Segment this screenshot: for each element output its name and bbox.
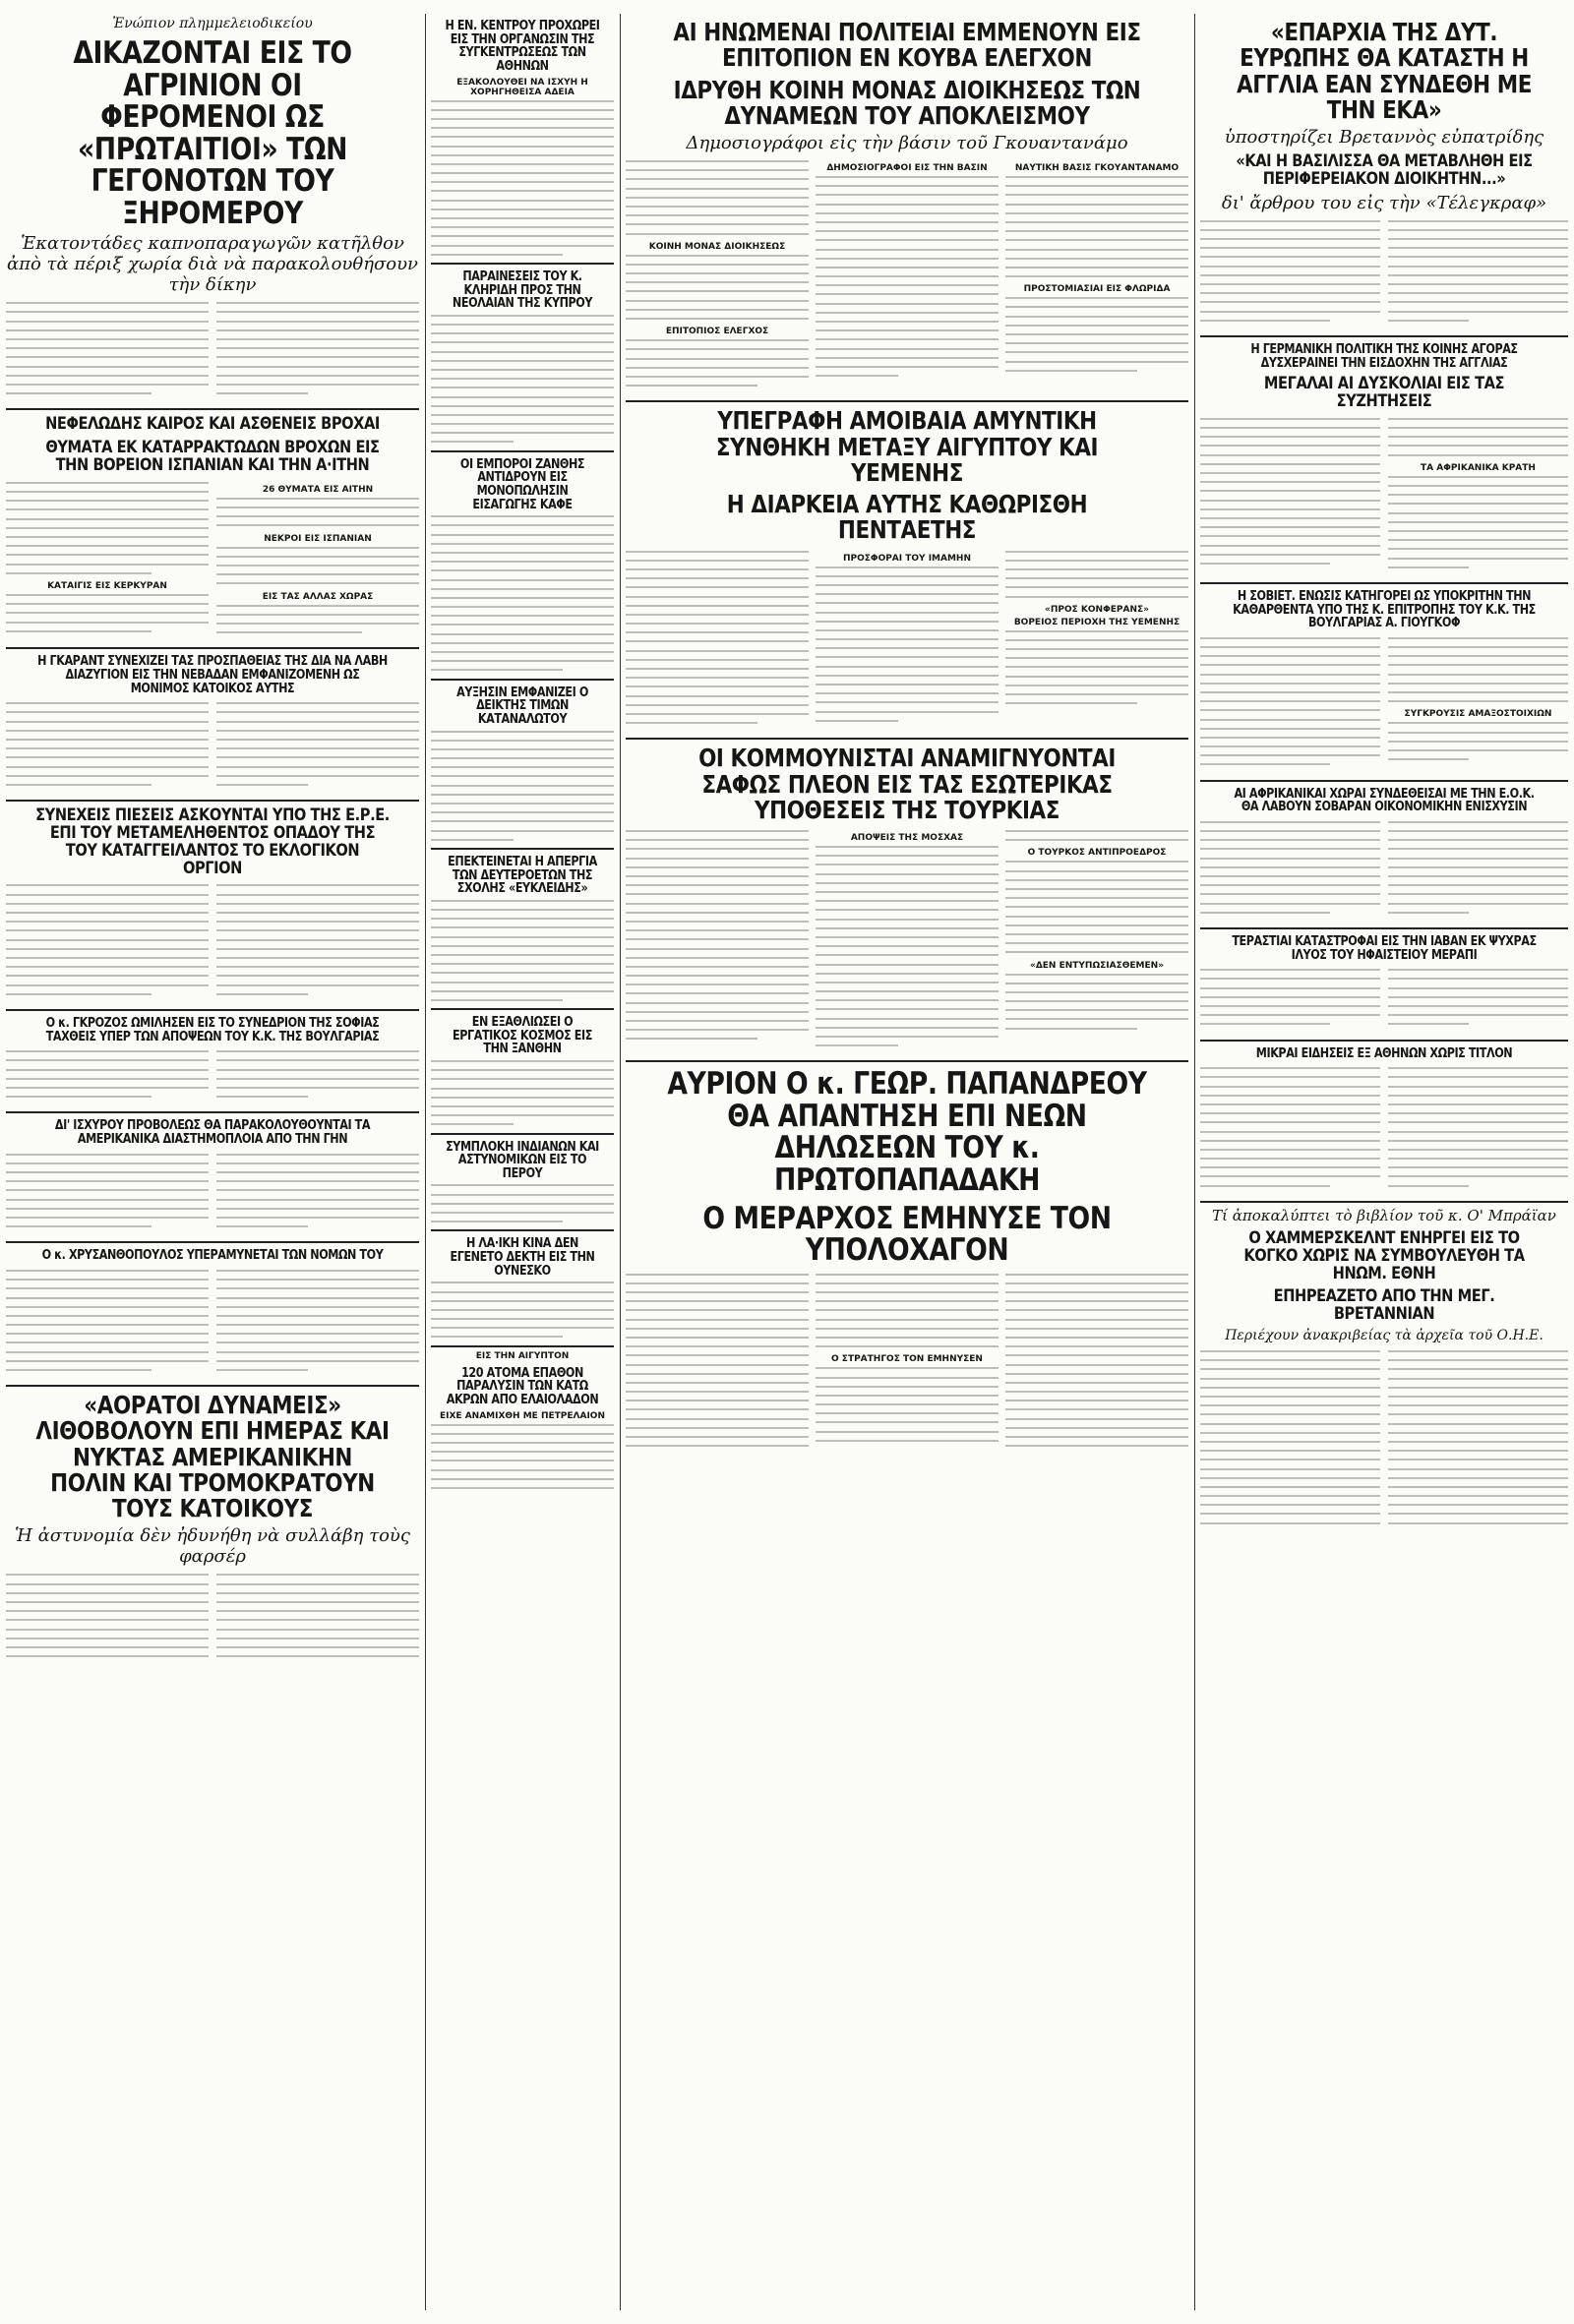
headline-java-merapi: ΤΕΡΑΣΤΙΑΙ ΚΑΤΑΣΤΡΟΦΑΙ ΕΙΣ ΤΗΝ ΙΑΒΑΝ ΕΚ ΨΥΧΡΑΣ ΙΛΥΟΣ ΤΟΥ ΗΦΑΙΣΤΕΙΟΥ ΜΕΡΑΠΙ [1232, 933, 1537, 963]
headline-strike: ΕΠΕΚΤΕΙΝΕΤΑΙ Η ΑΠΕΡΓΙΑ ΤΩΝ ΔΕΥΤΕΡΟΕΤΩΝ ΤΗΣ ΣΧΟΛΗΣ «ΕΥΚΛΕΙΔΗΣ» [448, 854, 597, 897]
article-body [6, 1047, 419, 1107]
section-label: 26 ΘΥΜΑΤΑ ΕΙΣ ΑΙΤΗΝ [262, 484, 374, 495]
section-label: ΚΟΙΝΗ ΜΟΝΑΣ ΔΙΟΙΚΗΣΕΩΣ [648, 241, 786, 252]
headline-papandreou: ΑΥΡΙΟΝ Ο κ. ΓΕΩΡ. ΠΑΠΑΝΔΡΕΟΥ ΘΑ ΑΠΑΝΤΗΣΗ ΕΠΙ ΝΕΩΝ ΔΗΛΩΣΕΩΝ ΤΟΥ κ. ΠΡΩΤΟΠΑΠΑΔΑΚΗ [667, 1066, 1147, 1199]
article-body [1200, 634, 1568, 776]
headline-five-years: Η ΔΙΑΡΚΕΙΑ ΑΥΤΗΣ ΚΑΘΩΡΙΣΘΗ ΠΕΝΤΑΕΤΗΣ [726, 490, 1088, 545]
headline-xanthi-workers: ΕΝ ΕΞΑΘΛΙΩΣΕΙ Ο ΕΡΓΑΤΙΚΟΣ ΚΟΣΜΟΣ ΕΙΣ ΤΗΝ ΞΑΝΘΗΝ [453, 1015, 592, 1057]
section-label: ΠΡΟΣΦΟΡΑΙ ΤΟΥ ΙΜΑΜΗΝ [842, 553, 971, 564]
headline-ere-pressure: ΣΥΝΕΧΕΙΣ ΠΙΕΣΕΙΣ ΑΣΚΟΥΝΤΑΙ ΥΠΟ ΤΗΣ Ε.Ρ.Ε. ΕΠΙ ΤΟΥ ΜΕΤΑΜΕΛΗΘΕΝΤΟΣ ΟΠΑΔΟΥ ΤΗΣ ΤΟΥ ΚΑΤΑΓΓΕΙΛΑΝΤΟΣ ΤΟ ΕΚΛΟΓΙΚΟΝ ΟΡΓΙΟΝ [35, 805, 390, 878]
headline-price-index: ΑΥΞΗΣΙΝ ΕΜΦΑΝΙΖΕΙ Ο ΔΕΙΚΤΗΣ ΤΙΜΩΝ ΚΑΤΑΝΑΛΩΤΟΥ [456, 685, 588, 727]
subheadline: Ἡ ἀστυνομία δὲν ἠδυνήθη νὰ συλλάβη τοὺς φαρσέρ [15, 1525, 410, 1568]
section-label: ΣΥΓΚΡΟΥΣΙΣ ΑΜΑΞΟΣΤΟΙΧΙΩΝ [1404, 709, 1552, 720]
article-body [1200, 1064, 1568, 1197]
section-label: Ο ΤΟΥΡΚΟΣ ΑΝΤΙΠΡΟΕΔΡΟΣ [1027, 848, 1167, 859]
headline-us-cuba: ΑΙ ΗΝΩΜΕΝΑΙ ΠΟΛΙΤΕΙΑΙ ΕΜΜΕΝΟΥΝ ΕΙΣ ΕΠΙΤΟΠΙΟΝ ΕΝ ΚΟΥΒΑ ΕΛΕΓΧΟΝ [673, 18, 1141, 73]
subheadline: Τί ἀποκαλύπτει τὸ βιβλίον τοῦ κ. Ο' Μπράϊαν [1212, 1206, 1556, 1224]
section-label: ΕΙΧΕ ΑΝΑΜΙΧΘΗ ΜΕ ΠΕΤΡΕΛΑΙΟΝ [439, 1410, 605, 1421]
headline-spacecraft: ΔΙ' ΙΣΧΥΡΟΥ ΠΡΟΒΟΛΕΩΣ ΘΑ ΠΑΡΑΚΟΛΟΥΘΟΥΝΤΑΙ ΤΑ ΑΜΕΡΙΚΑΝΙΚΑ ΔΙΑΣΤΗΜΟΠΛΟΙΑ ΑΠΟ ΤΗΝ ΓΗΝ [54, 1118, 371, 1147]
headline-blockade-command: ΙΔΡΥΘΗ ΚΟΙΝΗ ΜΟΝΑΣ ΔΙΟΙΚΗΣΕΩΣ ΤΩΝ ΔΥΝΑΜΕΩΝ ΤΟΥ ΑΠΟΚΛΕΙΣΜΟΥ [673, 75, 1141, 130]
section-label: ΝΑΥΤΙΚΗ ΒΑΣΙΣ ΓΚΟΥΑΝΤΑΝΑΜΟ [1014, 163, 1180, 173]
article-body [1200, 818, 1568, 924]
section-label: ΒΟΡΕΙΟΣ ΠΕΡΙΟΧΗ ΤΗΣ ΥΕΜΕΝΗΣ [1013, 617, 1180, 627]
article-body [626, 1271, 1188, 1458]
column-1 [6, 14, 419, 2314]
headline-division-commander: Ο ΜΕΡΑΡΧΟΣ ΕΜΗΝΥΣΕ ΤΟΝ ΥΠΟΛΟΧΑΓΟΝ [702, 1200, 1112, 1269]
article-body [626, 548, 1188, 735]
article-body [1200, 415, 1568, 578]
article-body [6, 699, 419, 796]
headline-agrinio: ΔΙΚΑΖΟΝΤΑΙ ΕΙΣ ΤΟ ΑΓΡΙΝΙΟΝ ΟΙ ΦΕΡΟΜΕΝΟΙ ΩΣ «ΠΡΩΤΑΙΤΙΟΙ» ΤΩΝ ΓΕΓΟΝΟΤΩΝ ΤΟΥ ΞΗΡΟΜΕΡΟΥ [73, 35, 352, 231]
headline-egypt-oil: 120 ΑΤΟΜΑ ΕΠΑΘΟΝ ΠΑΡΑΛΥΣΙΝ ΤΩΝ ΚΑΤΩ ΑΚΡΩΝ ΑΠΟ ΕΛΑΙΟΛΑΔΟΝ [446, 1365, 599, 1407]
headline-unesco: Η ΛΑ·ΙΚΗ ΚΙΝΑ ΔΕΝ ΕΓΕΝΕΤΟ ΔΕΚΤΗ ΕΙΣ ΤΗΝ ΟΥΝΕΣΚΟ [450, 1236, 595, 1279]
headline-difficulties: ΜΕΓΑΛΑΙ ΑΙ ΔΥΣΚΟΛΙΑΙ ΕΙΣ ΤΑΣ ΣΥΖΗΤΗΣΕΙΣ [1263, 374, 1505, 412]
section-label: «ΔΕΝ ΕΝΤΥΠΩΣΙΑΣΘΕΜΕΝ» [1030, 960, 1164, 971]
subheadline: ὑποστηρίζει Βρεταννὸς εὐπατρίδης [1224, 127, 1544, 148]
article-body [6, 299, 419, 404]
subheadline: Δημοσιογράφοι εἰς τὴν βάσιν τοῦ Γκουαντανάμο [686, 133, 1128, 153]
column-2 [431, 14, 614, 2314]
kicker: Ἐνώπιον πλημμελειοδικείου [112, 16, 313, 31]
section-label: ΠΡΟΣΤΟΜΙΑΣΙΑΙ ΕΙΣ ΦΛΩΡΙΔΑ [1023, 284, 1171, 295]
headline-turkey-communists: ΟΙ ΚΟΜΜΟΥΝΙΣΤΑΙ ΑΝΑΜΙΓΝΥΟΝΤΑΙ ΣΑΦΩΣ ΠΛΕΟΝ ΕΙΣ ΤΑΣ ΕΣΩΤΕΡΙΚΑΣ ΥΠΟΘΕΣΕΙΣ ΤΗΣ ΤΟΥΡΚΙΑΣ [698, 744, 1116, 824]
headline-chrysanthopoulos: Ο κ. ΧΡΥΣΑΝΘΟΠΟΥΛΟΣ ΥΠΕΡΑΜΥΝΕΤΑΙ ΤΩΝ ΝΟΜΩΝ ΤΟΥ [41, 1248, 384, 1264]
article-body [626, 827, 1188, 1056]
headline-britain-province: «ΕΠΑΡΧΙΑ ΤΗΣ ΔΥΤ. ΕΥΡΩΠΗΣ ΘΑ ΚΑΤΑΣΤΗ Η ΑΓΓΛΙΑ ΕΑΝ ΣΥΝΔΕΘΗ ΜΕ ΤΗΝ ΕΚΑ» [1236, 18, 1532, 124]
column-divider [620, 14, 621, 2310]
headline-sofia-congress: Ο κ. ΓΚΡΟΖΟΣ ΩΜΙΛΗΣΕΝ ΕΙΣ ΤΟ ΣΥΝΕΔΡΙΟΝ ΤΗΣ ΣΟΦΙΑΣ ΤΑΧΘΕΙΣ ΥΠΕΡ ΤΩΝ ΑΠΟΨΕΩΝ ΤΟΥ Κ.Κ. ΤΗΣ ΒΟΥΛΓΑΡΙΑΣ [45, 1015, 380, 1044]
subheadline: δι' ἄρθρου του εἰς τὴν «Τέλεγκραφ» [1221, 192, 1547, 213]
headline-center-union: Η ΕΝ. ΚΕΝΤΡΟΥ ΠΡΟΧΩΡΕΙ ΕΙΣ ΤΗΝ ΟΡΓΑΝΩΣΙΝ ΤΗΣ ΣΥΓΚΕΝΤΡΩΣΕΩΣ ΤΩΝ ΑΘΗΝΩΝ [445, 19, 600, 74]
column-3 [626, 14, 1188, 2314]
article-body [626, 157, 1188, 396]
article-body [6, 1571, 419, 1667]
column-divider [425, 14, 426, 2310]
subheadline: Ἑκατοντάδες καπνοπαραγωγῶν κατῆλθον ἀπὸ τὰ πέριξ χωρία διὰ νὰ παρακολουθήσουν τὴν δίκην [6, 233, 419, 296]
headline-britain-influence: ΕΠΗΡΕΑΖΕΤΟ ΑΠΟ ΤΗΝ ΜΕΓ. ΒΡΕΤΑΝΝΙΑΝ [1273, 1286, 1495, 1325]
headline-invisible-forces: «ΑΟΡΑΤΟΙ ΔΥΝΑΜΕΙΣ» ΛΙΘΟΒΟΛΟΥΝ ΕΠΙ ΗΜΕΡΑΣ ΚΑΙ ΝΥΚΤΑΣ ΑΜΕΡΙΚΑΝΙΚΗΝ ΠΟΛΙΝ ΚΑΙ ΤΡΟΜΟΚΡΑΤΟΥΝ ΤΟΥΣ ΚΑΤΟΙΚΟΥΣ [35, 1391, 390, 1523]
article-body [6, 881, 419, 1004]
headline-floods: ΘΥΜΑΤΑ ΕΚ ΚΑΤΑΡΡΑΚΤΩΔΩΝ ΒΡΟΧΩΝ ΕΙΣ ΤΗΝ ΒΟΡΕΙΟΝ ΙΣΠΑΝΙΑΝ ΚΑΙ ΤΗΝ Α·ΙΤΗΝ [45, 438, 380, 476]
section-label: Ο ΣΤΡΑΤΗΓΟΣ ΤΟΝ ΕΜΗΝΥΣΕΝ [831, 1354, 983, 1365]
section-label: «ΠΡΟΣ ΚΟΝΦΕΡΑΝΣ» [1045, 604, 1149, 615]
section-label: ΕΠΙΤΟΠΙΟΣ ΕΛΕΓΧΟΣ [665, 327, 769, 337]
headline-defense-pact: ΥΠΕΓΡΑΦΗ ΑΜΟΙΒΑΙΑ ΑΜΥΝΤΙΚΗ ΣΥΝΘΗΚΗ ΜΕΤΑΞΥ ΑΙΓΥΠΤΟΥ ΚΑΙ ΥΕΜΕΝΗΣ [715, 406, 1099, 487]
headline-soviet-bulgaria: Η ΣΟΒΙΕΤ. ΕΝΩΣΙΣ ΚΑΤΗΓΟΡΕΙ ΩΣ ΥΠΟΚΡΙΤΗΝ ΤΗΝ ΚΑΘΑΡΘΕΝΤΑ ΥΠΟ ΤΗΣ Κ. ΕΠΙΤΡΟΠΗΣ ΤΟΥ Κ.Κ. ΤΗΣ ΒΟΥΛΓΑΡΙΑΣ Α. ΓΙΟΥΓΚΟΦ [1233, 588, 1536, 631]
headline-african-eec: ΑΙ ΑΦΡΙΚΑΝΙΚΑΙ ΧΩΡΑΙ ΣΥΝΔΕΘΕΙΣΑΙ ΜΕ ΤΗΝ Ε.Ο.Κ. ΘΑ ΛΑΒΟΥΝ ΣΟΒΑΡΑΝ ΟΙΚΟΝΟΜΙΚΗΝ ΕΝΙΣΧΥΣΙΝ [1234, 786, 1535, 815]
headline-xanthi-merchants: ΟΙ ΕΜΠΟΡΟΙ ΖΑΝΘΗΣ ΑΝΤΙΔΡΟΥΝ ΕΙΣ ΜΟΝΟΠΩΛΗΣΙΝ ΕΙΣΑΓΩΓΗΣ ΚΑΦΕ [459, 456, 585, 512]
article-body [1200, 1347, 1568, 1534]
subheadline: Περιέχουν ἀνακριβείας τὰ ἀρχεῖα τοῦ Ο.Η.Ε. [1225, 1328, 1544, 1344]
article-body [6, 1267, 419, 1381]
section-label: ΔΗΜΟΣΙΟΓΡΑΦΟΙ ΕΙΣ ΤΗΝ ΒΑΣΙΝ [826, 163, 988, 173]
headline-weather: ΝΕΦΕΛΩΔΗΣ ΚΑΙΡΟΣ ΚΑΙ ΑΣΘΕΝΕΙΣ ΒΡΟΧΑΙ [45, 414, 380, 435]
headline-peru: ΣΥΜΠΛΟΚΗ ΙΝΔΙΑΝΩΝ ΚΑΙ ΑΣΤΥΝΟΜΙΚΩΝ ΕΙΣ ΤΟ ΠΕΡΟΥ [446, 1139, 599, 1181]
article-body [6, 1151, 419, 1238]
section-label: ΑΠΟΨΕΙΣ ΤΗΣ ΜΟΣΧΑΣ [850, 833, 964, 844]
section-label: ΕΙΣ ΤΗΝ ΑΙΓΥΠΤΟΝ [475, 1350, 570, 1361]
article-body [1200, 966, 1568, 1035]
article-body [6, 479, 419, 643]
section-label: ΝΕΚΡΟΙ ΕΙΣ ΙΣΠΑΝΙΑΝ [264, 533, 372, 544]
headline-garland: Η ΓΚΑΡΑΝΤ ΣΥΝΕΧΙΖΕΙ ΤΑΣ ΠΡΟΣΠΑΘΕΙΑΣ ΤΗΣ ΔΙΑ ΝΑ ΛΑΒΗ ΔΙΑΖΥΓΙΟΝ ΕΙΣ ΤΗΝ ΝΕΒΑΔΑΝ ΕΜΦΑΝΙΖΟΜΕΝΗ ΩΣ ΜΟΝΙΜΟΣ ΚΑΤΟΙΚΟΣ ΑΥΤΗΣ [37, 654, 388, 696]
article-body [1200, 217, 1568, 331]
headline-hammarskjold: Ο ΧΑΜΜΕΡΣΚΕΛΝΤ ΕΝΗΡΓΕΙ ΕΙΣ ΤΟ ΚΟΓΚΟ ΧΩΡΙΣ ΝΑ ΣΥΜΒΟΥΛΕΥΘΗ ΤΑ ΗΝΩΜ. ΕΘΝΗ [1243, 1227, 1525, 1283]
column-divider [1194, 14, 1195, 2310]
section-label: ΤΑ ΑΦΡΙΚΑΝΙΚΑ ΚΡΑΤΗ [1421, 462, 1536, 473]
headline-kliridis: ΠΑΡΑΙΝΕΣΕΙΣ ΤΟΥ Κ. ΚΛΗΡΙΔΗ ΠΡΟΣ ΤΗΝ ΝΕΟΛΑΙΑΝ ΤΗΣ ΚΥΠΡΟΥ [452, 268, 593, 312]
headline-athens-briefs: ΜΙΚΡΑΙ ΕΙΔΗΣΕΙΣ ΕΞ ΑΘΗΝΩΝ ΧΩΡΙΣ ΤΙΤΛΟΝ [1255, 1045, 1513, 1061]
section-label: ΕΙΣ ΤΑΣ ΑΛΛΑΣ ΧΩΡΑΣ [262, 591, 374, 602]
headline-queen: «ΚΑΙ Η ΒΑΣΙΛΙΣΣΑ ΘΑ ΜΕΤΑΒΛΗΘΗ ΕΙΣ ΠΕΡΙΦΕΡΕΙΑΚΟΝ ΔΙΟΙΚΗΤΗΝ...» [1236, 151, 1533, 189]
headline-german-policy: Η ΓΕΡΜΑΝΙΚΗ ΠΟΛΙΤΙΚΗ ΤΗΣ ΚΟΙΝΗΣ ΑΓΟΡΑΣ ΔΥΣΧΕΡΑΙΝΕΙ ΤΗΝ ΕΙΣΔΟΧΗΝ ΤΗΣ ΑΓΓΛΙΑΣ [1250, 341, 1518, 371]
column-4 [1200, 14, 1568, 2314]
section-label: ΚΑΤΑΙΓΙΣ ΕΙΣ ΚΕΡΚΥΡΑΝ [47, 580, 167, 591]
section-label: ΕΞΑΚΟΛΟΥΘΕΙ ΝΑ ΙΣΧΥΗ Η ΧΟΡΗΓΗΘΕΙΣΑ ΑΔΕΙΑ [456, 77, 588, 97]
